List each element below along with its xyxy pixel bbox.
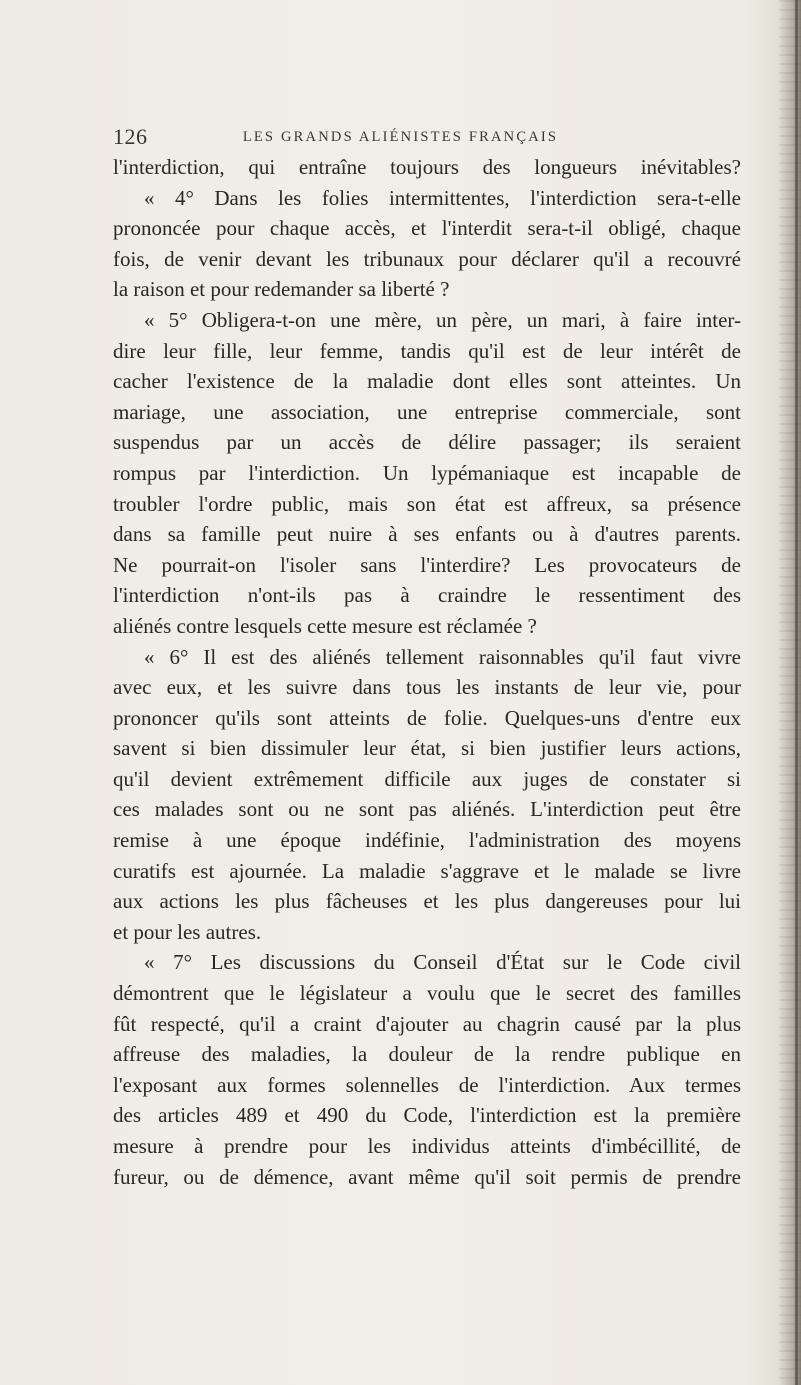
text-line: mariage, une association, une entreprise commerciale, sont (113, 399, 741, 424)
text-line: rompus par l'interdiction. Un lypémaniaque est incapable de (113, 460, 741, 485)
text-line: curatifs est ajournée. La maladie s'aggrave et le malade se livre (113, 858, 741, 883)
text-line: savent si bien dissimuler leur état, si bien justifier leurs actions, (113, 736, 741, 761)
text-line: suspendus par un accès de délire passager; ils seraient (113, 430, 741, 455)
text-line: l'exposant aux formes solennelles de l'interdiction. Aux termes (113, 1072, 741, 1097)
text-line: avec eux, et les suivre dans tous les instants de leur vie, pour (113, 675, 741, 700)
text-line: Ne pourrait-on l'isoler sans l'interdire? Les provocateurs de (113, 552, 741, 577)
running-head: LES GRANDS ALIÉNISTES FRANÇAIS (242, 129, 559, 145)
text-line: troubler l'ordre public, mais son état est affreux, sa présence (113, 491, 741, 516)
text-line: ces malades sont ou ne sont pas aliénés. L'interdiction peut être (113, 797, 741, 822)
page-number: 126 (113, 124, 148, 149)
text-line: mesure à prendre pour les individus atteints d'imbécillité, de (113, 1134, 741, 1158)
text-line: dans sa famille peut nuire à ses enfants ou à d'autres parents. (113, 522, 741, 547)
text-line: et pour les autres. (113, 919, 262, 944)
text-line: aliénés contre lesquels cette mesure est réclamée ? (113, 613, 537, 638)
text-line: « 4° Dans les folies intermittentes, l'interdiction sera-t-elle (144, 185, 741, 210)
text-line: dire leur fille, leur femme, tandis qu'il est de leur intérêt de (113, 338, 741, 363)
text-line: fois, de venir devant les tribunaux pour déclarer qu'il a recouvré (113, 246, 741, 271)
text-line: remise à une époque indéfinie, l'administration des moyens (113, 828, 741, 853)
text-line: l'interdiction n'ont-ils pas à craindre le ressentiment des (113, 583, 741, 608)
text-line: des articles 489 et 490 du Code, l'interdiction est la première (113, 1103, 741, 1128)
text-line: « 7° Les discussions du Conseil d'État sur le Code civil (144, 950, 741, 975)
text-line: aux actions les plus fâcheuses et les plus dangereuses pour lui (113, 889, 741, 914)
page-edge-shadow (779, 0, 801, 1385)
text-line: prononcée pour chaque accès, et l'interdit sera-t-il obligé, chaque (113, 216, 741, 241)
text-line: « 5° Obligera-t-on une mère, un père, un mari, à faire inter- (144, 307, 741, 332)
text-line: l'interdiction, qui entraîne toujours des longueurs inévitables? (113, 155, 741, 179)
text-line: démontrent que le législateur a voulu que le secret des familles (113, 981, 741, 1006)
text-line: fût respecté, qu'il a craint d'ajouter au chagrin causé par la plus (113, 1011, 741, 1036)
text-line: fureur, ou de démence, avant même qu'il soit permis de prendre (113, 1164, 741, 1189)
text-line: qu'il devient extrêmement difficile aux juges de constater si (113, 766, 741, 791)
text-line: cacher l'existence de la maladie dont elles sont atteintes. Un (113, 369, 741, 394)
text-line: « 6° Il est des aliénés tellement raisonnables qu'il faut vivre (144, 644, 741, 669)
text-line: affreuse des maladies, la douleur de la rendre publique en (113, 1042, 741, 1067)
text-line: prononcer qu'ils sont atteints de folie. Quelques-uns d'entre eux (113, 705, 741, 730)
text-line: la raison et pour redemander sa liberté ? (113, 277, 450, 302)
body-text (113, 152, 741, 1192)
